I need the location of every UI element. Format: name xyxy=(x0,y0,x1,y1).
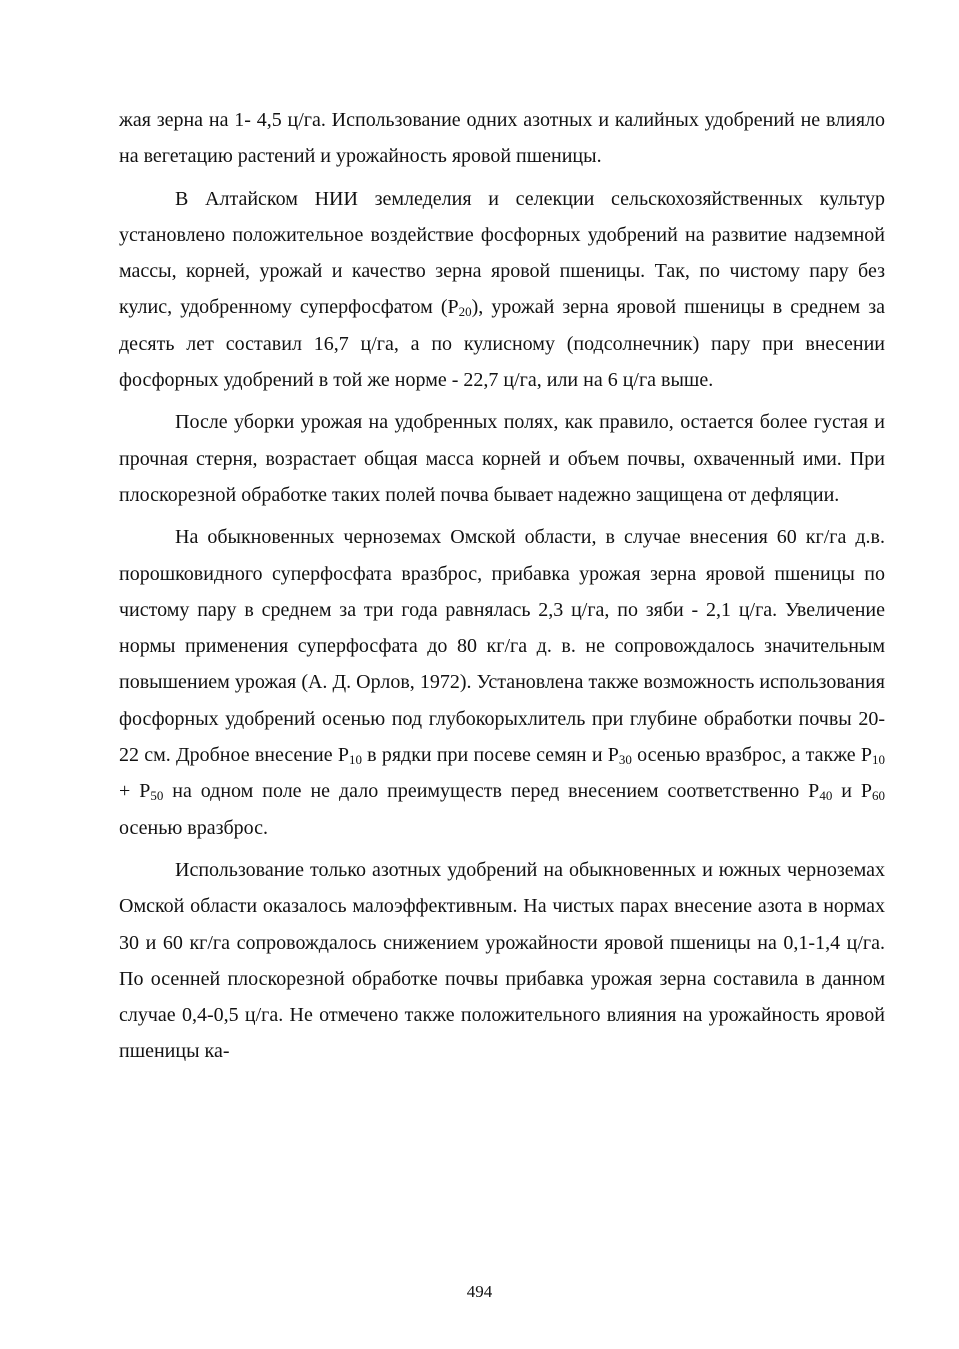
subscript: 60 xyxy=(872,788,885,804)
paragraph-5 xyxy=(119,852,885,1070)
paragraph-4 xyxy=(119,519,885,846)
text-run: + Р xyxy=(119,780,151,803)
text-run: и Р xyxy=(832,780,872,803)
text-run: осенью вразброс. xyxy=(119,816,269,839)
text-run: в рядки при посеве семян и Р xyxy=(361,744,619,767)
subscript: 40 xyxy=(819,788,833,804)
text-run: жая зерна на 1- 4,5 ц/га. Использование одних азотных и калийных удобрений не влияло на вегетацию растений и урожайность яровой пшеницы. xyxy=(119,109,885,168)
text-run: ), урожай зерна яровой пшеницы в среднем за десять лет составил 16,7 ц/га, а по кулисному (подсолнечник) пару при внесении фосфорных удобрений в той же норме - 22,7 ц/га, или на 6 ц/га выше. xyxy=(119,296,885,392)
text-run: осенью вразброс, а также Р xyxy=(631,744,872,767)
subscript: 10 xyxy=(348,752,362,768)
subscript: 10 xyxy=(871,752,885,768)
subscript: 50 xyxy=(150,788,164,804)
subscript: 20 xyxy=(458,304,472,320)
text-run: После уборки урожая на удобренных полях, как правило, остается более густая и прочная стерня, возрастает общая масса корней и объем почвы, охваченный ими. При плоскорезной обработке таких полей почва бывает надежно защищена от дефляции. xyxy=(119,411,885,506)
text-run: В Алтайском НИИ земледелия и селекции сельскохозяйственных культур установлено положительное воздействие фосфорных удобрений на развитие надземной массы, корней, урожай и качество зерна яровой пшеницы. Так, по чистому пару без кулис, удобренному суперфосфатом (Р xyxy=(119,187,885,319)
subscript: 30 xyxy=(618,752,632,768)
text-run: На обыкновенных черноземах Омской области, в случае внесения 60 кг/га д.в. порошковидного суперфосфата вразброс, прибавка урожая зерна яровой пшеницы по чистому пару в среднем за три года равнялась 2,3 ц/га, по зяби - 2,1 ц/га. Увеличение нормы применения суперфосфата до 80 кг/га д. в. не сопровождалось значительным повышением урожая (А. Д. Орлов, 1972). Установлена также возможность использования фосфорных удобрений осенью под глубокорыхлитель при глубине обработки почвы 20-22 см. Дробное внесение Р xyxy=(119,526,885,767)
paragraph-1 xyxy=(119,102,885,175)
paragraph-2 xyxy=(119,181,885,399)
paragraph-3 xyxy=(119,404,885,513)
text-run: Использование только азотных удобрений на обыкновенных и южных черноземах Омской области оказалось малоэффективным. На чистых парах внесение азота в нормах 30 и 60 кг/га сопровождалось снижением урожайности яровой пшеницы на 0,1-1,4 ц/га. По осенней плоскорезной обработке почвы прибавка урожая зерна составила в данном случае 0,4-0,5 ц/га. Не отмечено также положительного влияния на урожайность яровой пшеницы ка- xyxy=(119,858,885,1063)
text-run: на одном поле не дало преимуществ перед внесением соответственно Р xyxy=(163,780,820,803)
page-number: 494 xyxy=(466,1282,493,1301)
body-text xyxy=(119,102,885,1070)
